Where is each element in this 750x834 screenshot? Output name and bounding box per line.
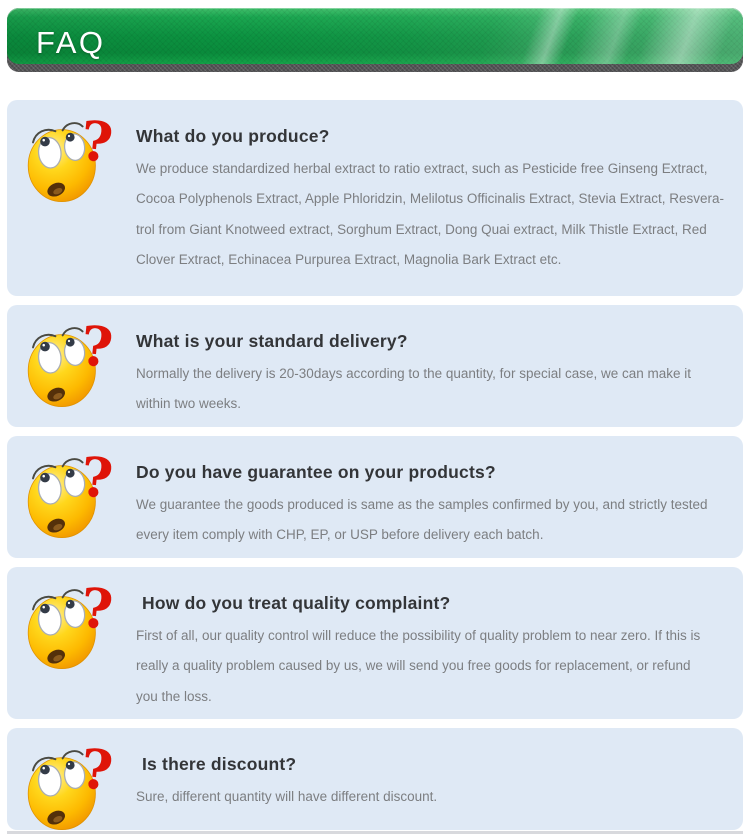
answer-line: Cocoa Polyphenols Extract, Apple Phloridzin, Melilotus Officinalis Extract, Stevia Extract, Resvera-: [136, 191, 725, 207]
faq-answer: [136, 490, 723, 551]
faq-question: Is there discount?: [142, 754, 297, 774]
faq-answer: [136, 621, 723, 712]
banner-green-surface: [7, 8, 743, 64]
faq-list: [7, 100, 743, 830]
faq-header-banner: [7, 8, 743, 72]
faq-card: [7, 436, 743, 558]
faq-question: What do you produce?: [136, 126, 330, 146]
answer-line: trol from Giant Knotweed extract, Sorghum Extract, Dong Quai extract, Milk Thistle Extract, Red: [136, 221, 707, 237]
answer-line: every item comply with CHP, EP, or USP before delivery each batch.: [136, 527, 544, 543]
faq-answer: [136, 359, 723, 420]
faq-card: [7, 100, 743, 296]
answer-line: Normally the delivery is 20-30days according to the quantity, for special case, we can make it: [136, 366, 692, 381]
answer-line: really a quality problem caused by us, we will send you free goods for replacement, or refund: [136, 658, 691, 674]
answer-line: within two weeks.: [136, 396, 242, 412]
question-face-icon: [25, 743, 113, 833]
faq-answer: [136, 154, 723, 276]
faq-card: [7, 305, 743, 427]
section-title: FAQ: [36, 25, 106, 60]
faq-question: Do you have guarantee on your products?: [136, 462, 496, 482]
answer-line: Clover Extract, Echinacea Purpurea Extract, Magnolia Bark Extract etc.: [136, 252, 562, 268]
faq-question: How do you treat quality complaint?: [142, 593, 451, 613]
question-face-icon: [25, 582, 113, 672]
faq-question: What is your standard delivery?: [136, 331, 408, 351]
question-face-icon: [25, 115, 113, 205]
faq-card: [7, 567, 743, 719]
faq-answer: [136, 782, 723, 812]
answer-line: We produce standardized herbal extract to ratio extract, such as Pesticide free Ginseng Extract,: [136, 161, 708, 176]
answer-line: Sure, different quantity will have different discount.: [136, 789, 438, 804]
answer-line: First of all, our quality control will reduce the possibility of quality problem to near zero. If this is: [136, 628, 701, 643]
answer-line: you the loss.: [136, 688, 212, 704]
question-face-icon: [25, 451, 113, 541]
banner-shine-decoration: [404, 8, 743, 64]
question-face-icon: [25, 320, 113, 410]
faq-card: [7, 728, 743, 830]
answer-line: We guarantee the goods produced is same as the samples confirmed by you, and strictly tested: [136, 497, 708, 512]
